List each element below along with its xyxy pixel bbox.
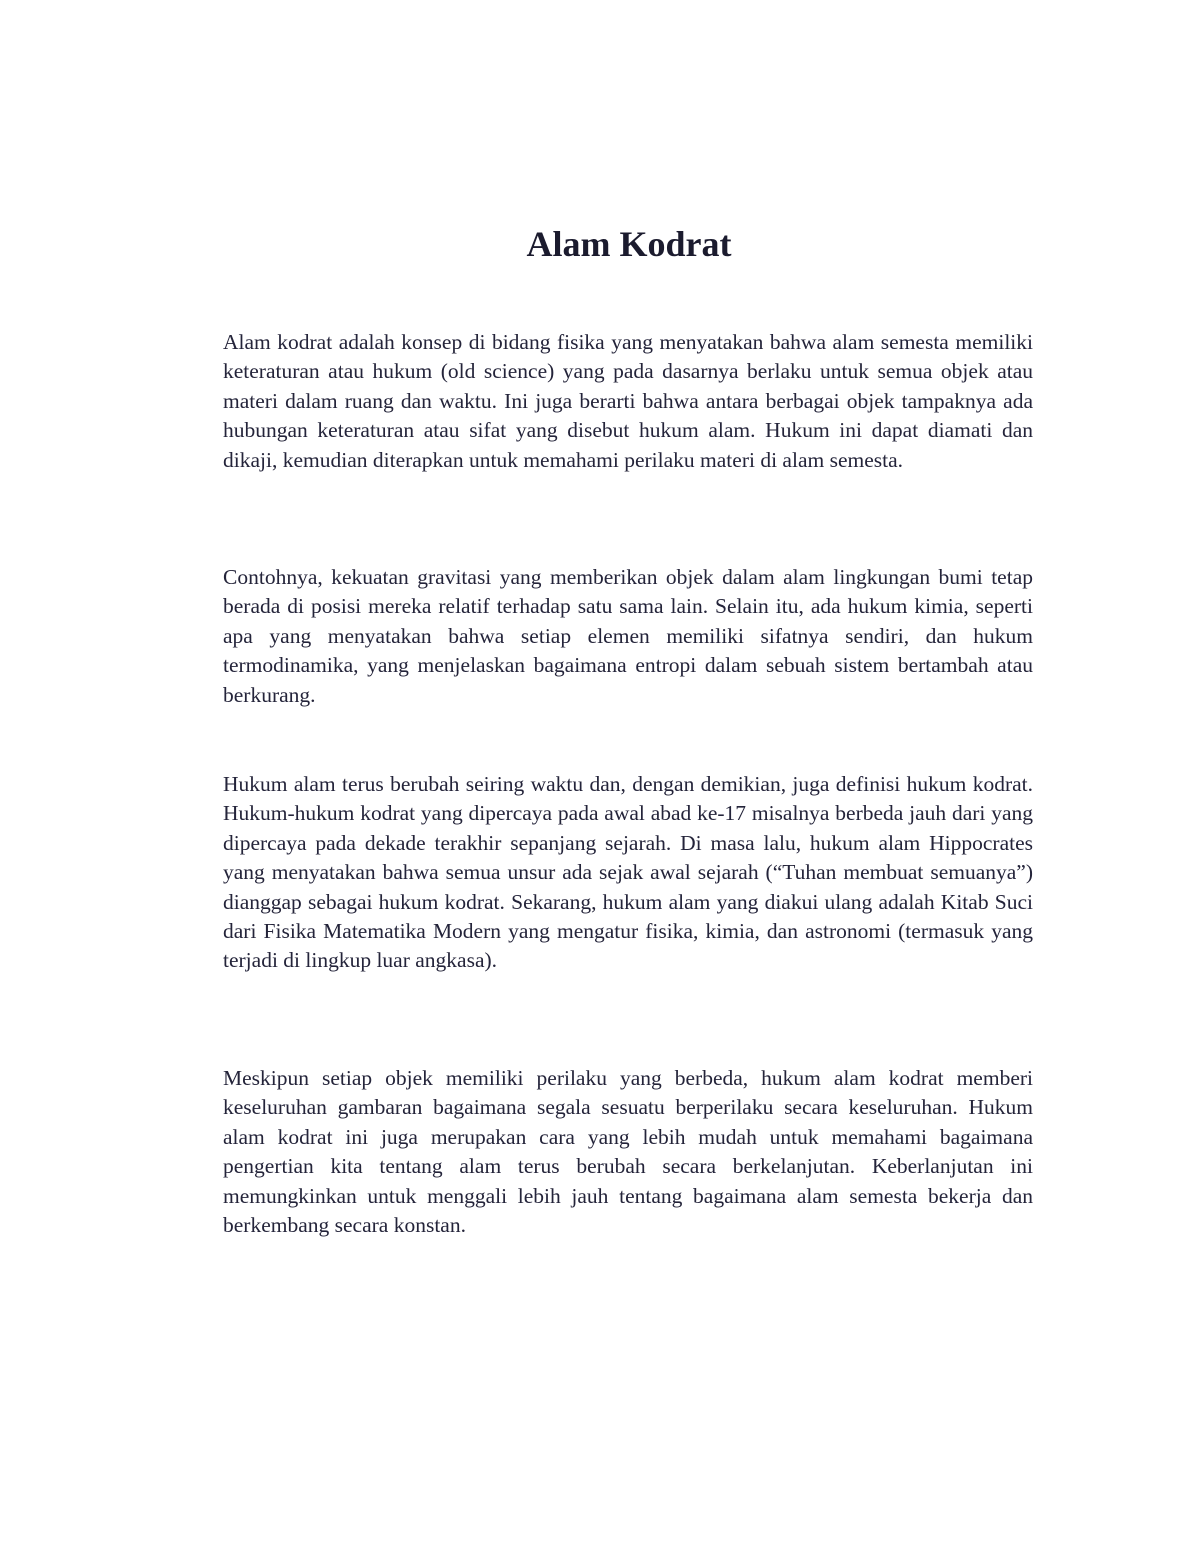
document-title: Alam Kodrat (526, 224, 732, 264)
paragraph-3: Hukum alam terus berubah seiring waktu dan, dengan demikian, juga definisi hukum kodrat. Hukum-hukum kodrat yang dipercaya pada awal abad ke-17 misalnya berbeda jauh dari yang dipercaya pada dekade terakhir sepanjang sejarah. Di masa lalu, hukum alam Hippocrates yang menyatakan bahwa semua unsur ada sejak awal sejarah (“Tuhan membuat semuanya”) dianggap sebagai hukum kodrat. Sekarang, hukum alam yang diakui ulang adalah Kitab Suci dari Fisika Matematika Modern yang mengatur fisika, kimia, dan astronomi (termasuk yang terjadi di lingkup luar angkasa). (223, 772, 1033, 973)
paragraph-4: Meskipun setiap objek memiliki perilaku yang berbeda, hukum alam kodrat memberi keseluruhan gambaran bagaimana segala sesuatu berperilaku secara keseluruhan. Hukum alam kodrat ini juga merupakan cara yang lebih mudah untuk memahami bagaimana pengertian kita tentang alam terus berubah secara berkelanjutan. Keberlanjutan ini memungkinkan untuk menggali lebih jauh tentang bagaimana alam semesta bekerja dan berkembang secara konstan. (223, 1066, 1033, 1238)
paragraph-2: Contohnya, kekuatan gravitasi yang memberikan objek dalam alam lingkungan bumi tetap berada di posisi mereka relatif terhadap satu sama lain. Selain itu, ada hukum kimia, seperti apa yang menyatakan bahwa setiap elemen memiliki sifatnya sendiri, dan hukum termodinamika, yang menjelaskan bagaimana entropi dalam sebuah sistem bertambah atau berkurang. (223, 565, 1033, 707)
paragraph-1: Alam kodrat adalah konsep di bidang fisika yang menyatakan bahwa alam semesta memiliki keteraturan atau hukum (old science) yang pada dasarnya berlaku untuk semua objek atau materi dalam ruang dan waktu. Ini juga berarti bahwa antara berbagai objek tampaknya ada hubungan keteraturan atau sifat yang disebut hukum alam. Hukum ini dapat diamati dan dikaji, kemudian diterapkan untuk memahami perilaku materi di alam semesta. (223, 330, 1033, 472)
